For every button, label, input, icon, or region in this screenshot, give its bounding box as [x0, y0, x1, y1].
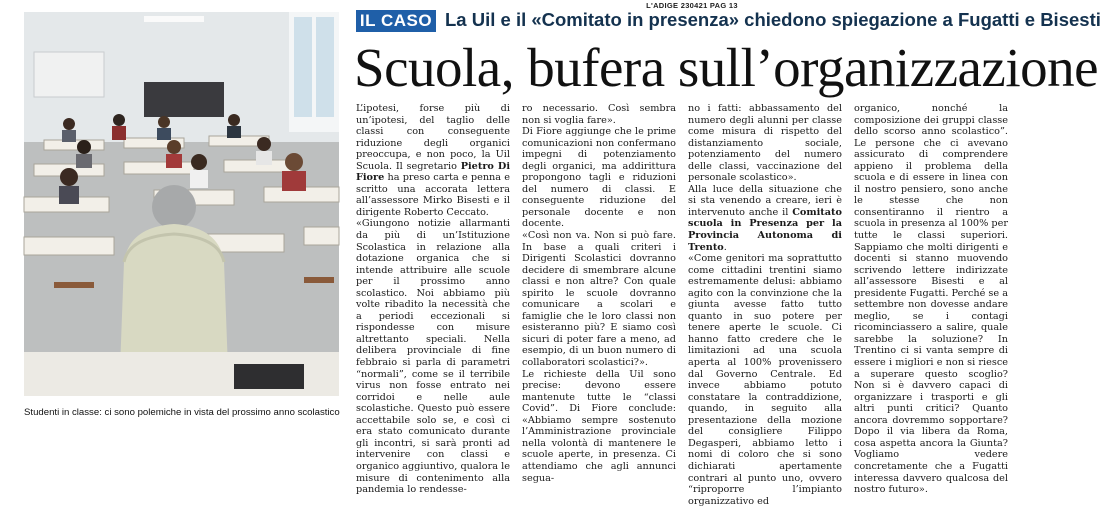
text-run: Di Fiore aggiunge che le prime comunicazioni non confermano impegni di potenziamento degli organici, ma addirittura propongono tagli e riduzioni del numero di classi. E conseguente riduzione del personale docente e non docente. — [522, 126, 676, 230]
article-column-1 — [356, 103, 510, 496]
article-body — [356, 103, 1024, 507]
kicker-label: IL CASO — [356, 10, 436, 32]
article-paragraph — [356, 218, 510, 495]
text-run: organico, nonché la composizione dei gruppi classe dello scorso anno scolastico”. Le persone che ci avevano assicurato di comprendere appieno il problema della scuola e di essere in linea con il nostro pensiero, sono anche le stesse che non consentiranno il rientro a scuola in presenza al 100% per tutte le classi superiori. Sappiamo che molti dirigenti e docenti si stanno muovendo scrivendo lettere indirizzate all’assessore Bisesti e al presidente Fugatti. Perché se a settembre non dovesse andare meglio, se i contagi ricominciassero a salire, quale sarebbe la soluzione? In Trentino ci si vanta sempre di essere i migliori e non si riesce a superare questo scoglio? Non si è davvero capaci di organizzare i trasporti e gli altri punti critici? Quanto ancora dovremmo sopportare? Dopo il via libera da Roma, cosa aspetta ancora la Giunta? Vogliamo vedere concretamente che a Fugatti interessa davvero qualcosa del nostro futuro». — [854, 103, 1008, 496]
article-paragraph — [522, 230, 676, 369]
text-run: ha preso carta e penna e scritto una accorata lettera all’assessore Mirko Bisesti e il dirigente Roberto Ceccato. — [356, 172, 510, 218]
photo-caption: Studenti in classe: ci sono polemiche in vista del prossimo anno scolastico — [24, 407, 340, 418]
article-paragraph — [688, 184, 842, 253]
article-paragraph — [688, 253, 842, 507]
text-run: L’ipotesi, forse più di un’ipotesi, del taglio delle classi con conseguente riduzione degli organici preoccupa, e non poco, la Uil Scuola. Il segretario — [356, 103, 510, 172]
article-paragraph — [522, 103, 676, 126]
text-run: ro necessario. Così sembra non si voglia fare». — [522, 103, 676, 126]
article-column-3 — [688, 103, 842, 507]
text-run: «Come genitori ma soprattutto come cittadini trentini siamo estremamente delusi: abbiamo agito con la convinzione che la giunta avesse fatto tutto quanto in suo potere per tenere aperte le scuole. Ci hanno fatto credere che le limitazioni ad una scuola aperta al 100% provenissero dal Governo Centrale. Ed invece abbiamo potuto constatare la contraddizione, quando, in seguito alla presentazione della mozione del consigliere Filippo Degasperi, abbiamo letto i nomi di coloro che si sono dichiarati apertamente contrari al punto uno, ovvero “riproporre l’impianto organizzativo ed — [688, 253, 842, 507]
article-paragraph — [522, 126, 676, 230]
subheadline: La Uil e il «Comitato in presenza» chiedono spiegazione a Fugatti e Bisesti — [445, 9, 1101, 30]
article-column-4 — [854, 103, 1008, 496]
bold-text: Pietro Di Fiore — [356, 160, 510, 184]
article-paragraph — [522, 369, 676, 484]
headline: Scuola, bufera sull’organizzazione — [354, 37, 1099, 98]
text-run: Alla luce della situazione che si sta venendo a creare, ieri è intervenuto anche il — [688, 183, 842, 218]
text-run: . — [723, 241, 727, 253]
text-run: Le richieste della Uil sono precise: devono essere mantenute tutte le “classi Covid”. Di Fiore conclude: «Abbiamo sempre sostenuto l’Amministrazione provinciale nella volontà di mantenere le scuole aperte, in presenza. Ci attendiamo che agli annunci segua- — [522, 368, 676, 484]
article-column-2 — [522, 103, 676, 484]
page-header: L'ADIGE 230421 PAG 13 — [646, 1, 738, 10]
article-paragraph — [688, 103, 842, 184]
classroom-photo — [24, 12, 339, 396]
bold-text: Comitato scuola in Presenza per la Provincia Autonoma di Trento — [688, 206, 842, 253]
classroom-illustration — [24, 12, 339, 396]
article-paragraph — [854, 103, 1008, 496]
text-run: «Così non va. Non si può fare. In base a quali criteri i Dirigenti Scolastici dovranno decidere di smembrare alcune classi e non altre? Con quale spirito le scuole dovranno comunicare a scolari e famiglie che le loro classi non esisteranno più? E siamo così sicuri di poter fare a meno, ad esempio, di un buon numero di collaboratori scolastici?». — [522, 230, 676, 369]
article-paragraph — [356, 103, 510, 218]
text-run: no i fatti: abbassamento del numero degli alunni per classe come misura di rispetto del distanziamento sociale, potenziamento del numero delle classi, vaccinazione del personale scolastico». — [688, 103, 842, 184]
text-run: «Giungono notizie allarmanti da più di un’Istituzione Scolastica in relazione alla dotazione organica che si intende attribuire alle scuole per il prossimo anno scolastico. Noi abbiamo più volte ribadito la necessità che a periodi eccezionali si rispondesse con misure altrettanto speciali. Nella delibera provinciale di fine febbraio si parla di parametri “normali”, come se il terribile virus non fosse entrato nei corridoi e nelle aule scolastiche. Questo può essere accettabile solo se, e così ci era stato comunicato durante gli incontri, si sarà pronti ad intervenire con classi e organico aggiuntivo, qualora le misure di contenimento alla pandemia lo rendesse- — [356, 218, 510, 496]
